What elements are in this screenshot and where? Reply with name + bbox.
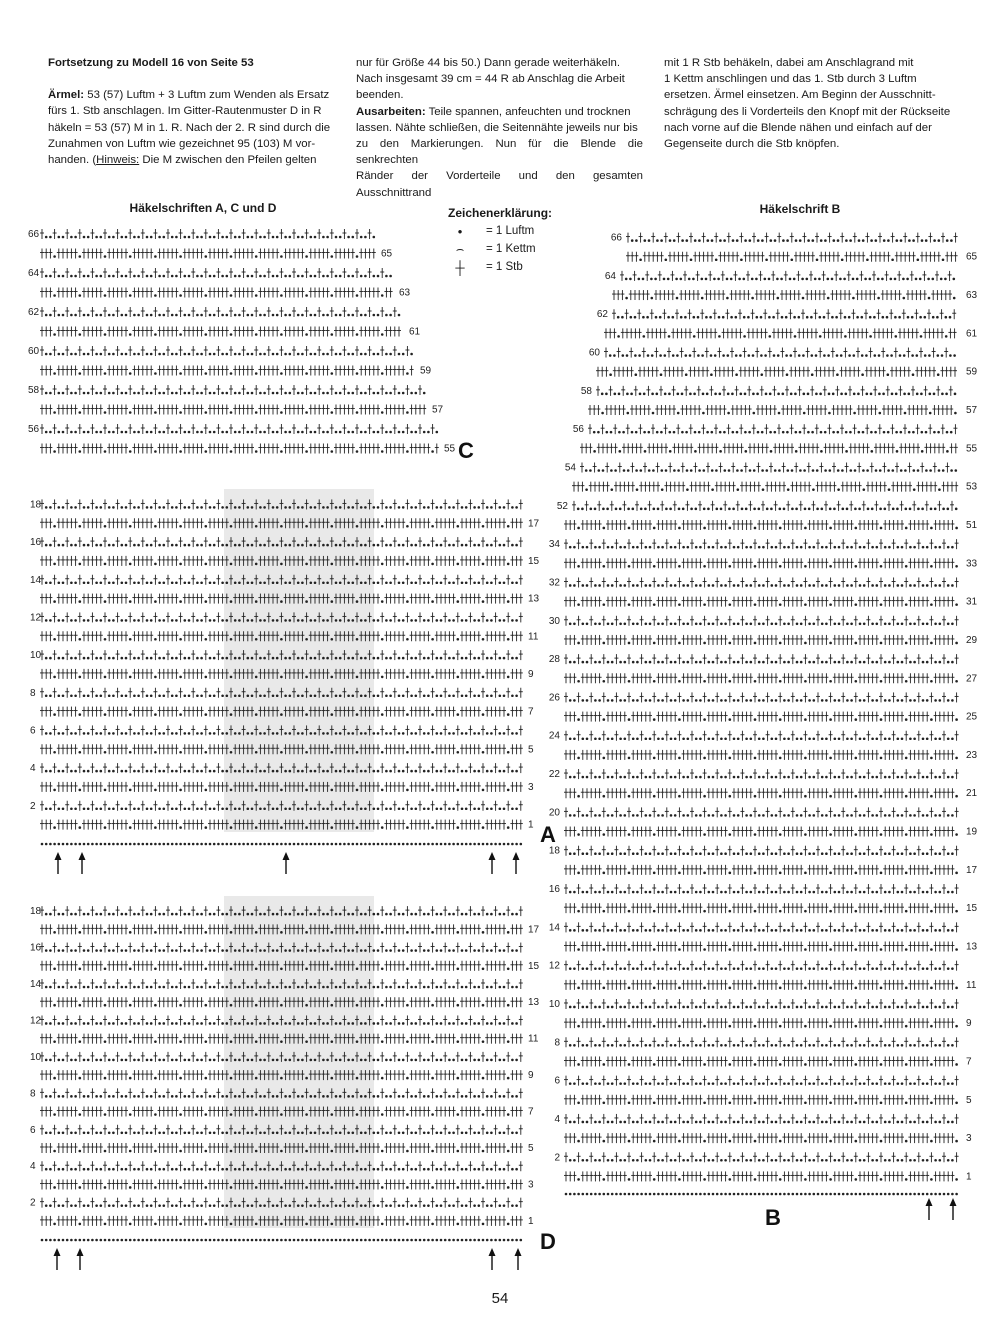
text-line: Zunahmen von Luftm wie gezeichnet 95 (103) M vor- <box>48 137 316 150</box>
row-number: 3 <box>966 1133 972 1145</box>
row-number: 8 <box>30 687 36 699</box>
text-line: lassen. Nähte schließen, die Seitennähte jeweils nur bis <box>356 121 638 134</box>
row-number: 14 <box>30 979 42 990</box>
row-number: 32 <box>548 577 560 589</box>
row-number: 56 <box>28 424 40 435</box>
row-number: 65 <box>381 248 393 260</box>
row-number: 62 <box>596 309 608 321</box>
row-number: 11 <box>528 1033 539 1045</box>
legend-item-kettm: ⌢ = 1 Kettm <box>448 240 568 258</box>
row-number: 13 <box>528 997 540 1009</box>
row-number: 3 <box>528 781 534 793</box>
marker-arrow <box>55 852 62 874</box>
text-line: ersetzen. Ärmel einsetzen. Am Beginn der Ausschnitt- <box>664 89 936 102</box>
title-chart-b: Häkelschrift B <box>759 202 841 216</box>
double-crochet-icon: ┼ <box>455 259 465 275</box>
row-number: 19 <box>966 826 978 838</box>
row-number: 64 <box>604 270 616 282</box>
row-number: 61 <box>966 328 978 340</box>
marker-arrow <box>513 852 520 874</box>
chart-c <box>40 229 439 454</box>
row-number: 56 <box>572 424 584 436</box>
marker-arrow <box>489 1248 496 1270</box>
text-line: Ausarbeiten: Teile spannen, anfeuchten und trocknen <box>356 105 631 118</box>
row-number: 2 <box>30 800 36 812</box>
text-line: 1 Kettm anschlingen und das 1. Stb durch 3 Luftm <box>664 73 917 86</box>
chain-stitch-icon: • <box>457 223 463 239</box>
row-number: 6 <box>30 1124 36 1136</box>
row-number: 6 <box>554 1075 560 1087</box>
marker-arrow <box>515 1248 522 1270</box>
row-number: 15 <box>528 960 540 972</box>
row-number: 55 <box>966 443 978 455</box>
row-number: 11 <box>966 979 977 991</box>
row-number: 29 <box>966 634 978 646</box>
text-line: beenden. <box>356 89 404 102</box>
row-number: 18 <box>548 845 560 857</box>
row-number: 2 <box>554 1152 560 1164</box>
row-number: 64 <box>28 268 40 279</box>
row-number: 18 <box>30 906 42 918</box>
row-number: 3 <box>528 1179 534 1191</box>
row-number: 2 <box>30 1197 36 1209</box>
row-number: 16 <box>30 537 42 549</box>
chart-d <box>40 896 523 1241</box>
row-number: 54 <box>564 462 576 474</box>
row-number: 58 <box>580 385 592 397</box>
text-line: häkeln = 53 (57) M in 1. R. Nach der 2. R sind durch die <box>48 121 331 134</box>
row-number: 4 <box>554 1113 560 1125</box>
marker-arrow <box>54 1248 61 1270</box>
row-number: 24 <box>548 730 560 742</box>
text-line: Ränder der Vorderteile und den gesamten Ausschnittrand <box>356 170 643 199</box>
row-number: 5 <box>966 1094 972 1106</box>
marker-arrow <box>283 852 290 874</box>
chart-letter: A <box>540 822 556 847</box>
row-number: 59 <box>420 365 432 377</box>
page-number: 54 <box>491 1290 509 1307</box>
row-number: 63 <box>966 290 978 302</box>
row-number: 53 <box>966 481 978 493</box>
row-number: 66 <box>28 229 40 240</box>
row-number: 9 <box>528 668 534 680</box>
row-number: 8 <box>30 1088 36 1100</box>
marker-arrow <box>79 852 86 874</box>
row-number: 60 <box>28 346 40 357</box>
row-number: 34 <box>548 539 560 551</box>
row-number: 30 <box>548 615 560 627</box>
row-number: 63 <box>399 287 411 299</box>
marker-arrow <box>926 1198 933 1220</box>
row-number: 12 <box>30 612 42 624</box>
text-line: nur für Größe 44 bis 50.) Dann gerade weiterhäkeln. <box>356 57 621 69</box>
legend-item-stb: ┼ = 1 Stb <box>448 258 568 276</box>
row-number: 57 <box>966 405 978 417</box>
marker-arrow <box>489 852 496 874</box>
text-line: Ärmel: 53 (57) Luftm + 3 Luftm zum Wenden als Ersatz <box>48 89 330 102</box>
chart-letter: C <box>458 438 474 463</box>
legend-title: Zeichenerklärung: <box>448 206 553 220</box>
row-number: 65 <box>966 251 978 263</box>
row-number: 12 <box>548 960 560 972</box>
row-number: 8 <box>554 1037 560 1049</box>
row-number: 27 <box>966 673 978 685</box>
row-number: 31 <box>966 596 978 608</box>
row-number: 55 <box>444 443 456 455</box>
row-number: 11 <box>528 631 539 643</box>
continuation-heading: Fortsetzung zu Modell 16 von Seite 53 <box>48 57 254 69</box>
row-number: 4 <box>30 1161 36 1173</box>
row-number: 28 <box>548 654 560 666</box>
row-number: 20 <box>548 807 560 819</box>
row-number: 12 <box>30 1015 42 1027</box>
row-number: 10 <box>30 1051 42 1063</box>
slip-stitch-icon: ⌢ <box>455 241 465 256</box>
text-line: handen. (Hinweis: Die M zwischen den Pfeilen gelten <box>48 154 317 167</box>
text-line: nach vorne auf die Blende nähen und einfach auf der <box>664 121 932 134</box>
chart-letter: D <box>540 1229 556 1254</box>
row-number: 62 <box>28 307 40 318</box>
row-number: 58 <box>28 385 40 396</box>
row-number: 1 <box>528 819 534 831</box>
text-line: mit 1 R Stb behäkeln, dabei am Anschlagrand mit <box>664 57 914 69</box>
row-number: 13 <box>528 593 540 605</box>
row-number: 16 <box>548 884 560 896</box>
row-number: 14 <box>548 922 560 934</box>
row-number: 10 <box>548 998 560 1010</box>
row-number: 66 <box>610 232 622 244</box>
row-number: 17 <box>528 518 540 530</box>
row-number: 1 <box>528 1215 534 1227</box>
row-number: 25 <box>966 711 978 723</box>
row-number: 9 <box>528 1070 534 1082</box>
chart-letter: B <box>765 1205 781 1230</box>
row-number: 22 <box>548 769 560 781</box>
title-charts-acd: Häkelschriften A, C und D <box>129 201 277 215</box>
row-number: 7 <box>528 1106 534 1118</box>
row-number: 57 <box>432 404 444 416</box>
chart-b <box>564 233 959 1196</box>
row-number: 61 <box>409 326 421 338</box>
marker-arrow <box>950 1198 957 1220</box>
chart-a <box>40 489 523 845</box>
row-number: 23 <box>966 749 978 761</box>
row-number: 4 <box>30 763 36 775</box>
row-number: 15 <box>528 555 540 567</box>
row-number: 14 <box>30 574 42 586</box>
row-number: 1 <box>966 1171 972 1183</box>
marker-arrow <box>77 1248 84 1270</box>
row-number: 7 <box>528 706 534 718</box>
row-number: 6 <box>30 725 36 737</box>
row-number: 10 <box>30 650 42 662</box>
row-number: 5 <box>528 744 534 756</box>
row-number: 15 <box>966 903 978 915</box>
row-number: 21 <box>966 788 978 800</box>
text-line: fürs 1. Stb anschlagen. Im Gitter-Rautenmuster D in R <box>48 105 322 118</box>
row-number: 9 <box>966 1018 972 1030</box>
row-number: 26 <box>548 692 560 704</box>
row-number: 16 <box>30 942 42 954</box>
row-number: 18 <box>30 499 42 511</box>
text-line: schrägung des li Vorderteils den Knopf mit der Rückseite <box>664 105 951 118</box>
row-number: 7 <box>966 1056 972 1068</box>
row-number: 33 <box>966 558 978 570</box>
row-number: 5 <box>528 1143 534 1154</box>
row-number: 59 <box>966 366 978 378</box>
legend-item-luftm: • = 1 Luftm <box>448 222 568 240</box>
row-number: 51 <box>966 519 978 531</box>
text-line: zu den Markierungen. Nun für die Blende die senkrechten <box>356 138 643 167</box>
row-number: 17 <box>966 864 978 876</box>
row-number: 52 <box>556 500 568 512</box>
row-number: 60 <box>588 347 600 359</box>
text-line: Gegenseite durch die Stb knöpfen. <box>664 138 840 151</box>
text-line: Nach insgesamt 39 cm = 44 R ab Anschlag die Arbeit <box>356 73 625 86</box>
row-number: 17 <box>528 924 540 936</box>
row-number: 13 <box>966 941 978 953</box>
